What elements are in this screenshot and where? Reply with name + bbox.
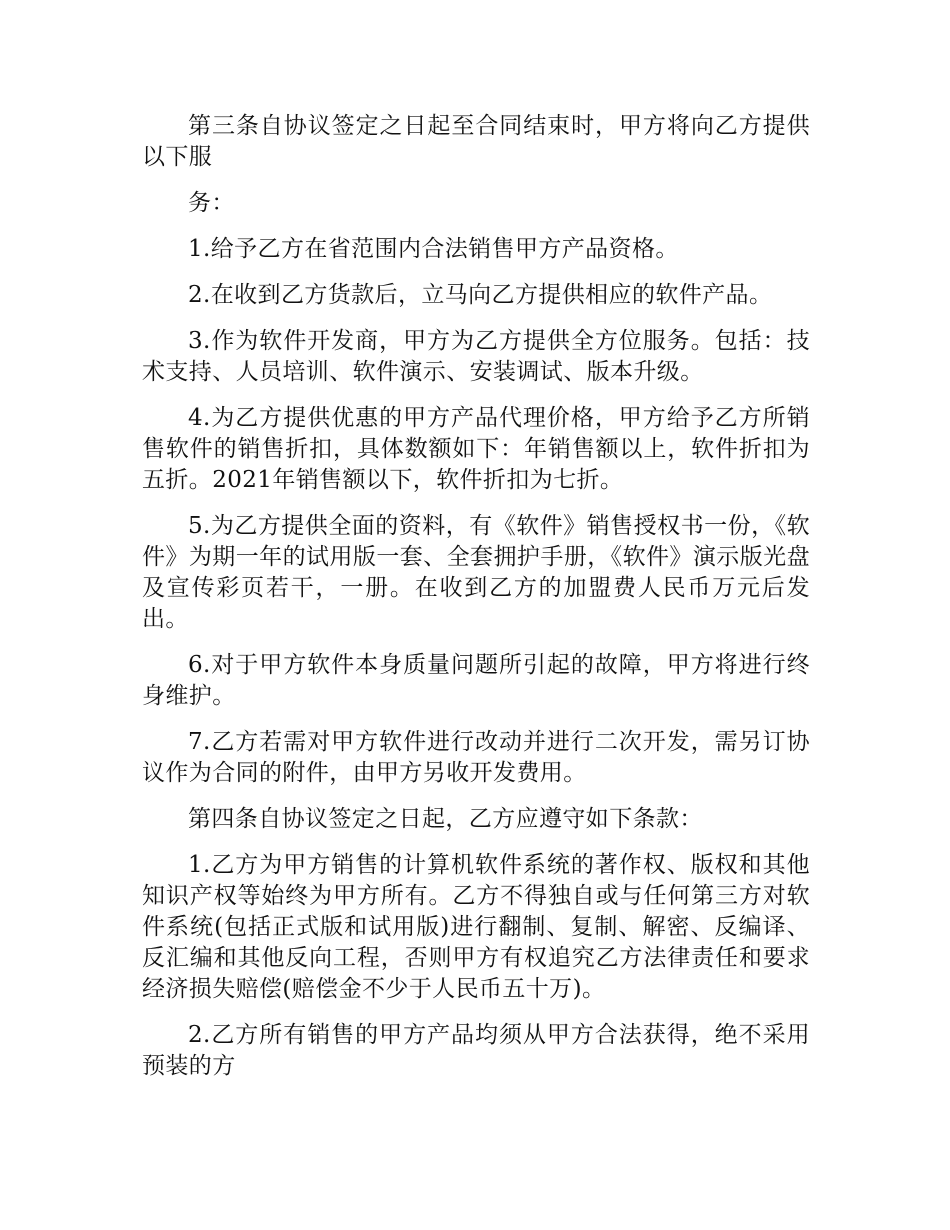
paragraph-article-3-item-6: 6.对于甲方软件本身质量问题所引起的故障，甲方将进行终身维护。 [142,652,810,709]
paragraph-article-4-item-2: 2.乙方所有销售的甲方产品均须从甲方合法获得，绝不采用预装的方 [142,1022,810,1079]
paragraph-article-3-item-7: 7.乙方若需对甲方软件进行改动并进行二次开发，需另订协议作为合同的附件，由甲方另收开发费用。 [142,729,810,786]
paragraph-article-4-item-1: 1.乙方为甲方销售的计算机软件系统的著作权、版权和其他知识产权等始终为甲方所有。乙方不得独自或与任何第三方对软件系统(包括正式版和试用版)进行翻制、复制、解密、反编译、反汇编和其他反向工程，否则甲方有权追究乙方法律责任和要求经济损失赔偿(赔偿金不少于人民币五十万)。 [142,852,810,1002]
paragraph-article-3-intro: 第三条自协议签定之日起至合同结束时，甲方将向乙方提供以下服 [142,113,810,170]
paragraph-article-3-item-5: 5.为乙方提供全面的资料，有《软件》销售授权书一份，《软件》为期一年的试用版一套、全套拥护手册，《软件》演示版光盘及宣传彩页若干，一册。在收到乙方的加盟费人民币万元后发出。 [142,513,810,632]
document-body [142,111,810,1097]
paragraph-article-3-intro-continued: 务： [188,190,235,216]
paragraph-article-3-item-3: 3.作为软件开发商，甲方为乙方提供全方位服务。包括：技术支持、人员培训、软件演示、安装调试、版本升级。 [142,328,810,385]
paragraph-article-3-item-4: 4.为乙方提供优惠的甲方产品代理价格，甲方给予乙方所销售软件的销售折扣，具体数额如下：年销售额以上，软件折扣为五折。2021年销售额以下，软件折扣为七折。 [142,405,810,493]
paragraph-article-3-item-1: 1.给予乙方在省范围内合法销售甲方产品资格。 [188,236,679,262]
paragraph-article-4-intro: 第四条自协议签定之日起，乙方应遵守如下条款： [188,806,703,832]
paragraph-article-3-item-2: 2.在收到乙方货款后，立马向乙方提供相应的软件产品。 [188,282,773,308]
